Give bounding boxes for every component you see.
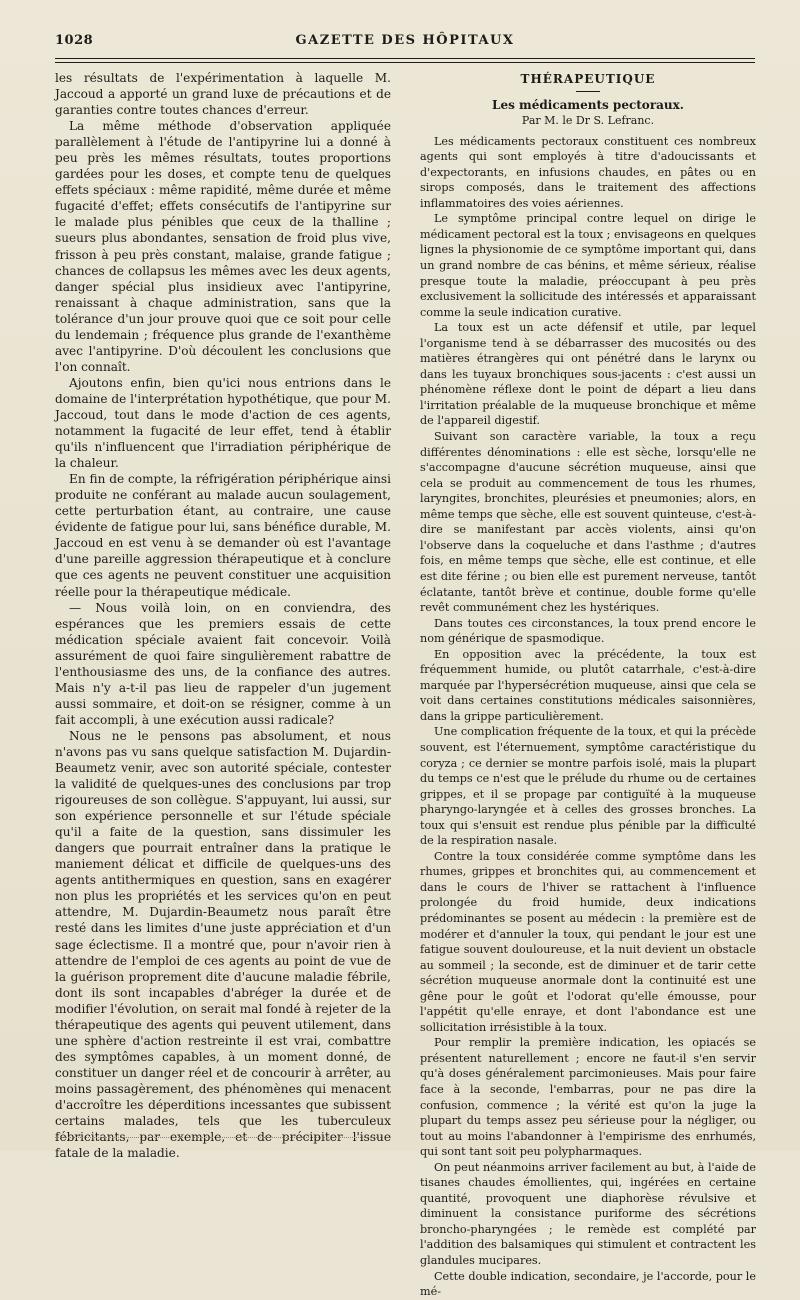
section-divider: [576, 91, 600, 92]
left-paragraph: les résultats de l'expérimentation à laquelle M. Jaccoud a apporté un grand luxe de précautions et de garanties contre toutes chances d'erreur.: [55, 71, 391, 118]
left-paragraph: Ajoutons enfin, bien qu'ici nous entrions dans le domaine de l'interprétation hypothétique, que pour M. Jaccoud, tout dans le mode d'action de ces agents, notamment la fugacité de leur effet, tend à établir qu'ils n'influencent que l'irradiation périphérique de la chaleur.: [55, 375, 391, 471]
right-paragraph: On peut néanmoins arriver facilement au but, à l'aide de tisanes chaudes émollientes, qui, ingérées en certaine quantité, provoquent une diaphorèse révulsive et diminuent la consistance puriforme des sécrétions broncho-pharyngées ; le remède est complété par l'addition des balsamiques qui stimulent et contractent les glandules mucipares.: [420, 1160, 756, 1268]
article-byline: Par M. le Dr S. Lefranc.: [521, 114, 655, 128]
right-paragraph: La toux est un acte défensif et utile, par lequel l'organisme tend à se débarrasser des mucosités ou des matières étrangères qui ont pénétré dans le larynx ou dans les tuyaux bronchiques sous-jacents : c'est aussi un phénomène réflexe dont le point de départ a lieu dans l'irritation préalable de la muqueuse bronchique et même de l'appareil digestif.: [420, 321, 756, 428]
journal-title: GAZETTE DES HÔPITAUX: [295, 33, 515, 48]
section-title: THÉRAPEUTIQUE: [520, 72, 656, 86]
left-paragraph: Nous ne le pensons pas absolument, et nous n'avons pas vu sans quelque satisfaction M. Dujardin-Beaumetz venir, avec son autorité spéciale, contester la validité de quelques-unes des conclusions par trop rigoureuses de son collègue. S'appuyant, lui aussi, sur son expérience personnelle et sur l'étude spéciale qu'il a faite de la question, sans dissimuler les dangers que pourrait entraîner dans la pratique le maniement délicat et difficile de quelques-uns des agents antithermiques en question, sans en exagérer non plus les propriétés et les services qu'on en peut attendre, M. Dujardin-Beaumetz nous paraît être resté dans les limites d'une juste appréciation et d'un sage éclectisme. Il a montré que, pour n'avoir rien à attendre de l'emploi de ces agents au point de vue de la guérison proprement dite d'aucune maladie fébrile, dont ils sont incapables d'abréger la durée et de modifier l'évolution, on serait mal fondé à rejeter de la thérapeutique des agents qui peuvent utilement, dans une sphère d'action restreinte il est vrai, combattre des symptômes capables, à un moment donné, de constituer un danger réel et de concourir à arrêter, au moins passagèrement, des phénomènes qui menacent d'accroître les déperditions incessantes que subissent certains malades, tels que les tuberculeux fébricitants, par exemple, et de précipiter l'issue fatale de la maladie.: [55, 728, 391, 1161]
right-paragraph: Pour remplir la première indication, les opiacés se présentent naturellement ; encore ne faut-il s'en servir qu'à doses généralement parcimonieuses. Mais pour faire face à la seconde, l'embarras, pour ne pas dire la confusion, commence ; la vérité est qu'on la juge la plupart du temps assez peu sérieuse pour la négliger, ou tout au moins l'abandonner à l'empirisme des enrhumés, qui sont tant soit peu polypharmaques.: [420, 1036, 756, 1159]
left-paragraph: En fin de compte, la réfrigération périphérique ainsi produite ne conférant au malade aucun soulagement, cette perturbation étant, au contraire, une cause évidente de fatigue pour lui, sans bénéfice durable, M. Jaccoud en est venu à se demander où est l'avantage d'une pareille aggression thérapeutique et à conclure que ces agents ne peuvent constituer une acquisition réelle pour la thérapeutique médicale.: [55, 472, 391, 599]
left-paragraph: La même méthode d'observation appliquée parallèlement à l'étude de l'antipyrine lui a donné à peu près les mêmes résultats, toutes proportions gardées pour les doses, et compte tenu de quelques effets spéciaux : même rapidité, même durée et même fugacité d'effet; effets consécutifs de l'antipyrine sur le malade plus pénibles que ceux de la thalline ; sueurs plus abondantes, sensation de froid plus vive, frisson à peu près constant, malaise, grande fatigue ; chances de collapsus les mêmes avec les deux agents, danger spécial plus insidieux avec l'antipyrine, renaissant à chaque administration, sans que la tolérance d'un jour prouve quoi que ce soit pour celle du lendemain ; fréquence plus grande de l'exanthème avec l'antipyrine. D'où découlent les conclusions que l'on connaît.: [55, 119, 391, 374]
right-paragraph: Le symptôme principal contre lequel on dirige le médicament pectoral est la toux ; envisageons en quelques lignes la physionomie de ce symptôme important qui, dans un grand nombre de cas bénins, et même sérieux, réalise presque toute la maladie, préoccupant à peu près exclusivement la sollicitude des intéressés et apparaissant comme la seule indication curative.: [420, 212, 756, 319]
header-rule-thin: [55, 62, 755, 63]
right-paragraph: En opposition avec la précédente, la toux est fréquemment humide, ou plutôt catarrhale, c'est-à-dire marquée par l'hypersécrétion muqueuse, ainsi que cela se voit dans certaines constitutions médicales saisonnières, dans la grippe particulièrement.: [420, 647, 756, 723]
right-paragraph: Cette double indication, secondaire, je l'accorde, pour le mé-: [420, 1269, 756, 1299]
right-paragraph: Contre la toux considérée comme symptôme dans les rhumes, grippes et bronchites qui, au commencement et dans le cours de l'hiver se rattachent à l'influence prolongée du froid humide, deux indications prédominantes se posent au médecin : la première est de modérer et d'annuler la toux, qui pendant le jour est une fatigue souvent douloureuse, et la nuit devient un obstacle au sommeil ; la seconde, est de diminuer et de tarir cette sécrétion muqueuse anormale dont la continuité est une gêne pour le goût et l'odorat qu'elle émousse, pour l'appétit qu'elle enraye, et dont l'abondance est une sollicitation irrésistible à la toux.: [420, 849, 756, 1034]
right-paragraph: Les médicaments pectoraux constituent ces nombreux agents qui sont employés à titre d'adoucissants et d'expectorants, en infusions chaudes, en pâtes ou en sirops composés, dans le traitement des affections inflammatoires des voies aériennes.: [420, 134, 756, 210]
page-number: 1028: [55, 33, 94, 48]
page-header: [55, 33, 755, 55]
left-paragraph: — Nous voilà loin, on en conviendra, des espérances que les premiers essais de cette médication spéciale avaient fait concevoir. Voilà assurément de quoi faire singulièrement rabattre de l'enthousiasme des uns, de la confiance des autres. Mais n'y a-t-il pas lieu de rappeler d'un jugement aussi sommaire, et doit-on se résigner, comme à un fait accompli, à une exécution aussi radicale?: [55, 600, 391, 727]
right-paragraph: Dans toutes ces circonstances, la toux prend encore le nom générique de spasmodique.: [420, 616, 756, 646]
header-rule-thick: [55, 58, 755, 59]
right-paragraph: Suivant son caractère variable, la toux a reçu différentes dénominations : elle est sèche, lorsqu'elle ne s'accompagne d'aucune sécrétion muqueuse, ainsi que cela se produit au commencement de tous les rhumes, laryngites, bronchites, pleurésies et pneumonies; alors, en même temps que sèche, elle est souvent quinteuse, c'est-à-dire se manifestant par accès violents, ainsi qu'on l'observe dans la coqueluche et dans l'asthme ; d'autres fois, en même temps que sèche, elle est continue, et elle est dite férine ; ou bien elle est purement nerveuse, tantôt éclatante, tantôt brève et continue, double forme qu'elle revêt communément chez les hystériques.: [420, 430, 756, 615]
right-paragraph: Une complication fréquente de la toux, et qui la précède souvent, est l'éternuement, symptôme caractéristique du coryza ; ce dernier se montre parfois isolé, mais la plupart du temps ce n'est que le prélude du rhume ou de certaines grippes, et il se propage par contiguïté à la muqueuse pharyngo-laryngée et à celles des grosses bronches. La toux qui s'ensuit est rendue plus pénible par la difficulté de la respiration nasale.: [420, 725, 756, 848]
right-column: [420, 70, 756, 1300]
column-end-rule: [55, 1137, 391, 1139]
left-column: [55, 70, 391, 1161]
article-title: Les médicaments pectoraux.: [492, 97, 684, 112]
